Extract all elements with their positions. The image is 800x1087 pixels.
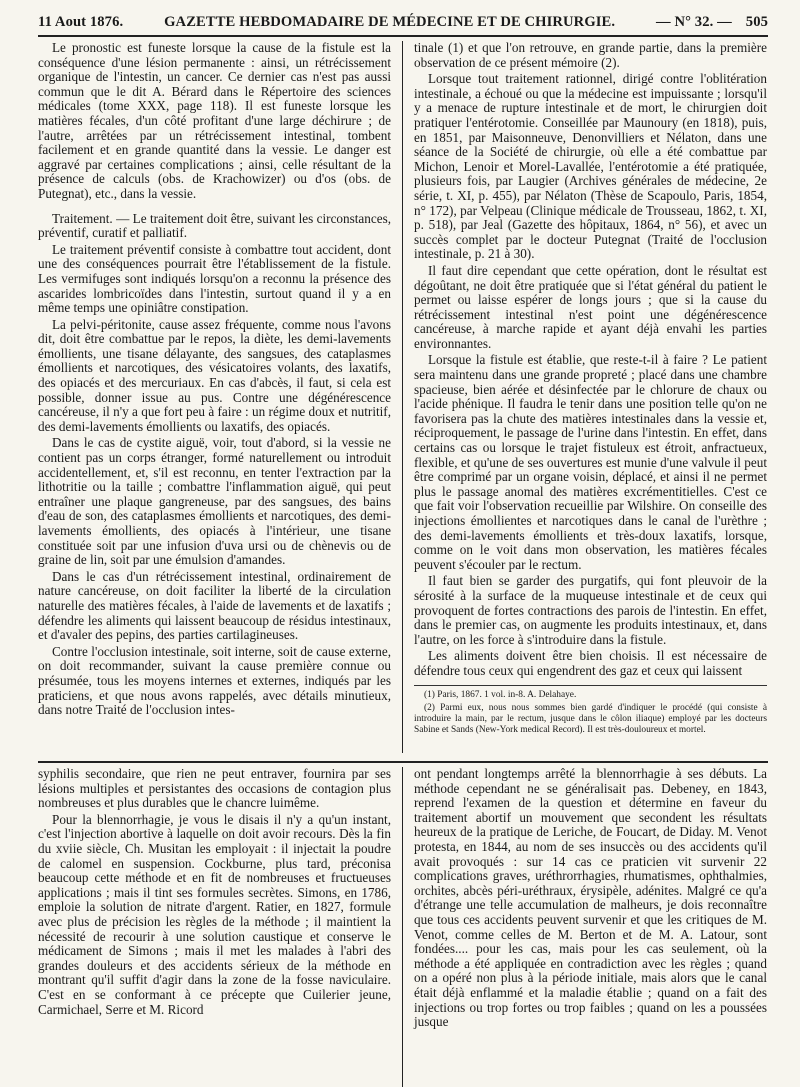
newspaper-page — [38, 14, 768, 1087]
left-column-top — [38, 41, 391, 753]
left-column-bottom — [38, 767, 391, 1087]
paragraph: Le traitement préventif consiste à combattre tout accident, dont une des conséquences pourrait être l'établissement de la fistule. Les vermifuges sont indiqués lorsqu'on a reconnu la présence des ascarides lombricoïdes dans l'intestin, surtout quand il y a en même temps une opiniâtre constipation. — [38, 241, 391, 316]
paragraph: Il faut dire cependant que cette opération, dont le résultat est dégoûtant, ne doit être pratiquée que si l'état général du patient le permet ou laisse espérer de longs jours ; que si la cause du rétrécissement intestinal n'est point une dégénérescence cancéreuse, à marche rapide et ayant déjà envahi les parties environnantes. — [414, 262, 767, 351]
paragraph: Dans le cas de cystite aiguë, voir, tout d'abord, si la vessie ne contient pas un corps étranger, formé naturellement ou introduit accidentellement, et, s'il est reconnu, en tenter l'extraction par la lithotritie ou la taille ; combattre l'inflammation aiguë, qui peut entraîner une plaque gangreneuse, par des sangsues, des bains d'eau de son, des cataplasmes émollients et narcotiques, des demi-lavements émollients, des opiacés à l'intérieur, une tisane constituée soit par une infusion d'uva ursi ou de chènevis ou de graine de lin, soit par une émulsion d'amandes. — [38, 435, 391, 568]
paragraph: Lorsque la fistule est établie, que reste-t-il à faire ? Le patient sera maintenu dans une grande propreté ; placé dans une chambre spacieuse, bien aérée et désinfectée par le chlorure de chaux ou l'acide phénique. Il faudra le tenir dans une position telle qu'on ne favorisera pas la chute des matières intestinales dans la vessie et, réciproquement, le passage de l'urine dans l'intestin. En effet, dans certains cas ou lorsque le trajet fistuleux est étroit, anfractueux, flexible, et qu'une de ses ouvertures est munie d'une valvule il peut être comprimé par un organe voisin, déplacé, et ainsi il ne permet plus le passage anomal des matières excrémentitielles. C'est ce que fait voir l'observation recueillie par Wilshire. On conseille des injections émollientes et narcotiques dans le canal de l'urèthre ; des demi-lavements émollients et très-doux laxatifs, lorsque, comme on le voit dans mon observation, les matières fécales peuvent s'écouler par le rectum. — [414, 352, 767, 572]
paragraph: Le pronostic est funeste lorsque la cause de la fistule est la conséquence d'une lésion permanente : ainsi, un rétrécissement organique de l'intestin, un cancer. Ce dernier cas n'est pas aussi commun que le dit A. Bérard dans le Répertoire des sciences médicales (tome XXX, page 118). Il est funeste lorsque les matières fécales, d'un côté profitant d'une large déchirure ; de l'autre, arrêtées par un rétrécissement intestinal, tombent facilement et en grande quantité dans la vessie. Le danger est aggravé par certaines complications ; ainsi, celle résultant de la présence de calculs (obs. de Krachowizer) ou d'os (obs. de Putegnat), etc., dans la vessie. — [38, 40, 391, 201]
footnote-1: (1) Paris, 1867. 1 vol. in-8. A. Delahaye. — [424, 689, 577, 700]
header-title: GAZETTE HEBDOMADAIRE DE MÉDECINE ET DE CHIRURGIE. — [164, 14, 616, 30]
paragraph: Dans le cas d'un rétrécissement intestinal, ordinairement de nature cancéreuse, on doit faciliter la liberté de la circulation naturelle des matières fécales, à l'aide de lavements et de laxatifs ; défendre les aliments qui laissent beaucoup de résidus intestinaux, et d'avaler des pepins, des parties cartilagineuses. — [38, 568, 391, 643]
paragraph: ont pendant longtemps arrêté la blennorrhagie à ses débuts. La méthode cependant ne se généralisait pas. Debeney, en 1843, reprend l'examen de la question et détermine en faveur du traitement abortif un mouvement que secondent les résultats heureux de la pratique de Leriche, de Foucart, de Diday. M. Venot protesta, en 1844, au nom de ses insuccès ou des accidents qu'il avait provoqués : sur 14 cas ce praticien vit survenir 22 complications graves, uréthrorrhagies, rhumatismes, ophthalmies, orchites, abcès péri-uréthraux, érysipèle, adénites. Malgré ce qu'a d'étrange une telle accumulation de malheurs, je dois reconnaître que tous ces accidents peuvent survenir et que les critiques de M. Venot, comme celles de M. Berton et de M. A. Latour, sont fondées.... pour les cas, mais pour les cas seulement, où la méthode a été appliquée en contradiction avec les règles ; quand on a opéré non plus à la période initiale, mais alors que le canal était déjà enflammé et la maladie établie ; quand on a fait des injections ou trop fortes ou trop faibles ; quand on les a poussées jusque — [414, 766, 767, 1030]
paragraph: Lorsque tout traitement rationnel, dirigé contre l'oblitération intestinale, a échoué ou que la médecine est impuissante ; lorsqu'il y a menace de rupture intestinale et de mort, le chirurgien doit pratiquer l'entérotomie. Conseillée par Maunoury (en 1818), puis, en 1851, par Maisonneuve, Denonvilliers et Nélaton, dans une séance de la Société de chirurgie, où elle a été combattue par Michon, Lenoir et Morel-Lavallée, l'entérotomie a été pratiquée, plusieurs fois, par Laugier (Archives générales de médecine, 2e série, t. XI, p. 455), par Nélaton (Thèse de Scapoulo, Paris, 1854, n° 172), par Velpeau (Clinique médicale de Trousseau, 1862, t. XI, p. 518), par Jeal (Gazette des hôpitaux, 1864, n° 56), et avec un succès complet par le docteur Putegnat (Traité de l'occlusion intestinale, p. 21 à 30). — [414, 71, 767, 262]
paragraph: Contre l'occlusion intestinale, soit interne, soit de cause externe, on doit recommander, suivant la cause première connue ou présumée, tous les moyens internes et externes, indiqués par les praticiens, et que nous avons rappelés, avec détails minutieux, dans notre Traité de l'occlusion intes- — [38, 643, 391, 718]
header-issue: — N° 32. — — [656, 14, 732, 30]
bottom-section — [38, 767, 768, 1087]
column-divider — [402, 41, 403, 753]
footnotes — [414, 685, 767, 736]
paragraph: tinale (1) et que l'on retrouve, en grande partie, dans la première observation de ce présent mémoire (2). — [414, 40, 767, 70]
top-section — [38, 41, 768, 753]
paragraph: syphilis secondaire, que rien ne peut entraver, fournira par ses lésions multiples et persistantes des occasions de contagion plus nombreuses et plus durables que le chancre luimême. — [38, 766, 391, 811]
paragraph: Les aliments doivent être bien choisis. Il est nécessaire de défendre tous ceux qui engendrent des gaz et ceux qui laissent — [414, 648, 767, 678]
column-divider — [402, 767, 403, 1087]
page-header — [38, 14, 768, 37]
paragraph: Il faut bien se garder des purgatifs, qui font pleuvoir de la sérosité à la surface de la muqueuse intestinale et de ceux qui provoquent de fortes contractions des parois de l'intestin. En effet, dans le premier cas, on augmente les produits intestinaux, et, dans l'autre, on les force à s'introduire dans la fistule. — [414, 573, 767, 647]
section-divider — [38, 761, 768, 763]
header-page-number: 505 — [745, 14, 768, 30]
paragraph: Pour la blennorrhagie, je vous le disais il n'y a qu'un instant, c'est l'injection abortive à laquelle on doit avoir recours. Dès la fin du xviie siècle, Ch. Musitan les employait : il injectait la poudre de calomel en suspension. Cockburne, plus tard, préconisa beaucoup cette méthode et en fit de nombreuses et fructueuses applications ; mais il tint ses formules secrètes. Simons, en 1786, emploie la solution de nitrate d'argent. Ratier, en 1827, formule avec plus de précision les règles de la méthode ; il maintient la nécessité de recourir à une solution caustique et conserve le médicament de Simons ; mais il met les malades à l'abri des grandes douleurs et des accidents sérieux de la méthode en montrant qu'il suffit d'agir dans la zone de la fosse naviculaire. C'est en se conformant à ce précepte que Cuilerier jeune, Carmichael, Serre et M. Ricord — [38, 811, 391, 1017]
right-column-top — [414, 41, 767, 753]
paragraph-traitement: Traitement. — Le traitement doit être, suivant les circonstances, préventif, curatif et palliatif. — [38, 210, 391, 241]
right-column-bottom — [414, 767, 767, 1087]
paragraph: La pelvi-péritonite, cause assez fréquente, comme nous l'avons dit, doit être combattue par le repos, la diète, les demi-lavements émollients, une tisane délayante, des sangsues, des cataplasmes émollients et narcotiques, des vésicatoires volants, des laxatifs, des opiacés et des mercuriaux. En cas d'abcès, il faut, si cela est possible, donner issue au pus. Contre une dégénérescence cancéreuse, il n'y a que fort peu à faire : un régime doux et nutritif, des demi-lavements émollients ou laxatifs, des opiacés. — [38, 316, 391, 434]
footnote-2: (2) Parmi eux, nous nous sommes bien gardé d'indiquer le procédé (qui consiste à introduire la main, par le rectum, jusque dans le côlon iliaque) employé par les docteurs Sabine et Sands (New-York medical Record). Il est très-douloureux et mortel. — [414, 702, 767, 735]
header-date: 11 Aout 1876. — [38, 14, 124, 30]
